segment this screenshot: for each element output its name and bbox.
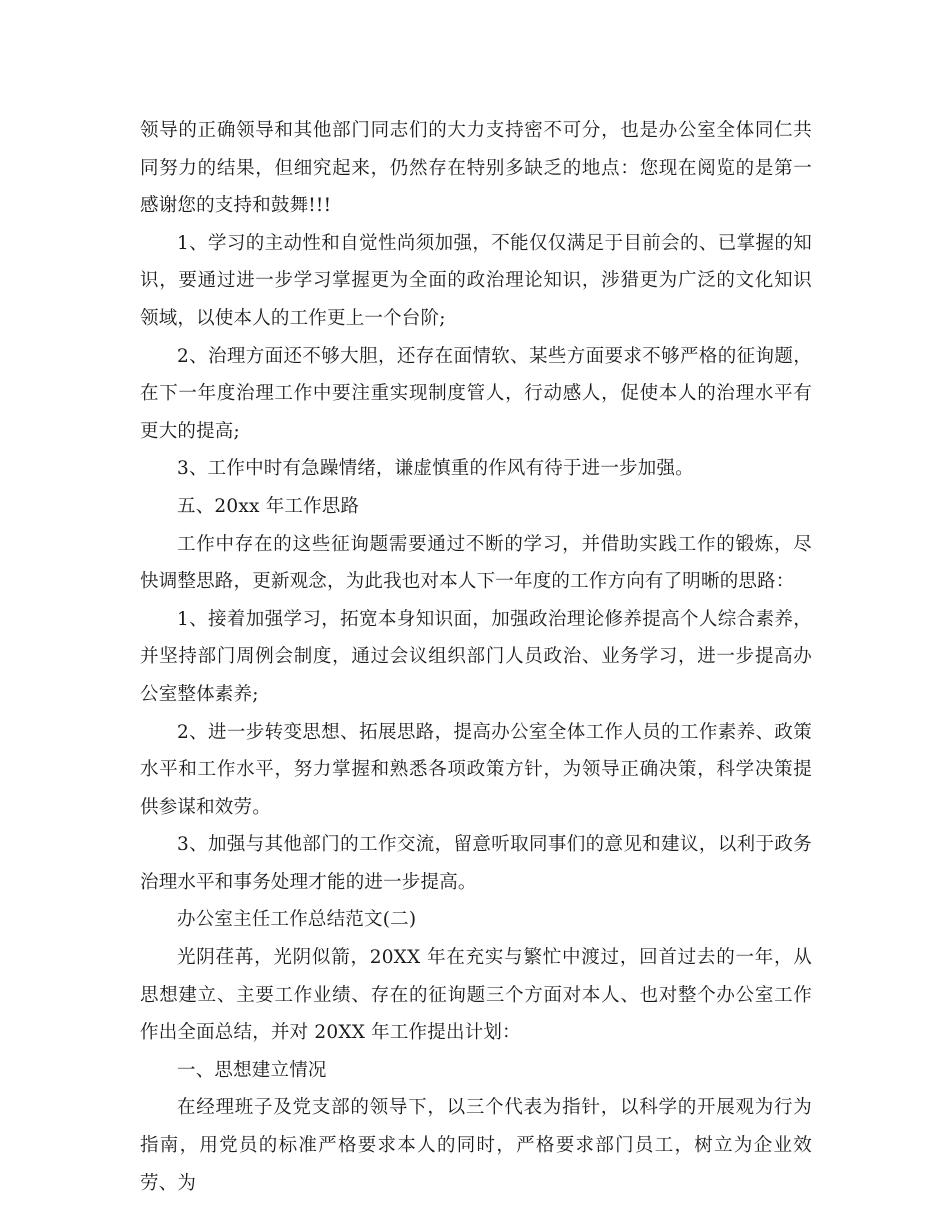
section-heading-work-plan: 五、20xx 年工作思路 bbox=[177, 495, 360, 517]
paragraph-ideology: 在经理班子及党支部的领导下，以三个代表为指针，以科学的开展观为行为指南，用党员的标准严格要求本人的同时，严格要求部门员工，树立为企业效劳、为 bbox=[140, 1097, 812, 1194]
section-heading-ideology: 一、思想建立情况 bbox=[177, 1059, 327, 1081]
paragraph-work-plan-intro: 工作中存在的这些征询题需要通过不断的学习，并借助实践工作的锻炼，尽快调整思路，更新观念，为此我也对本人下一年度的工作方向有了明晰的思路： bbox=[140, 533, 812, 593]
paragraph-summary-intro: 光阴荏苒，光阴似箭，20XX 年在充实与繁忙中渡过，回首过去的一年，从思想建立、主要工作业绩、存在的征询题三个方面对本人、也对整个办公室工作作出全面总结，并对 20XX 年工作提出计划： bbox=[140, 947, 812, 1044]
paragraph-intro: 领导的正确领导和其他部门同志们的大力支持密不可分，也是办公室全体同仁共同努力的结果，但细究起来，仍然存在特别多缺乏的地点：您现在阅览的是第一感谢您的支持和鼓舞!!! bbox=[140, 120, 812, 217]
paragraph-plan-2: 2、进一步转变思想、拓展思路，提高办公室全体工作人员的工作素养、政策水平和工作水平，努力掌握和熟悉各项政策方针，为领导正确决策，科学决策提供参谋和效劳。 bbox=[140, 721, 812, 818]
paragraph-shortcoming-2: 2、治理方面还不够大胆，还存在面情软、某些方面要求不够严格的征询题，在下一年度治理工作中要注重实现制度管人，行动感人，促使本人的治理水平有更大的提高; bbox=[140, 345, 812, 442]
section-heading-sample-2: 办公室主任工作总结范文(二) bbox=[177, 909, 417, 931]
paragraph-plan-3: 3、加强与其他部门的工作交流，留意听取同事们的意见和建议，以利于政务治理水平和事务处理才能的进一步提高。 bbox=[140, 834, 812, 893]
paragraph-shortcoming-1: 1、学习的主动性和自觉性尚须加强，不能仅仅满足于目前会的、已掌握的知识，要通过进一步学习掌握更为全面的政治理论知识，涉猎更为广泛的文化知识领域，以使本人的工作更上一个台阶; bbox=[140, 232, 812, 329]
paragraph-plan-1: 1、接着加强学习，拓宽本身知识面，加强政治理论修养提高个人综合素养，并坚持部门周例会制度，通过会议组织部门人员政治、业务学习，进一步提高办公室整体素养; bbox=[140, 608, 812, 705]
paragraph-shortcoming-3: 3、工作中时有急躁情绪，谦虚慎重的作风有待于进一步加强。 bbox=[177, 458, 694, 480]
document-body bbox=[140, 112, 812, 1202]
